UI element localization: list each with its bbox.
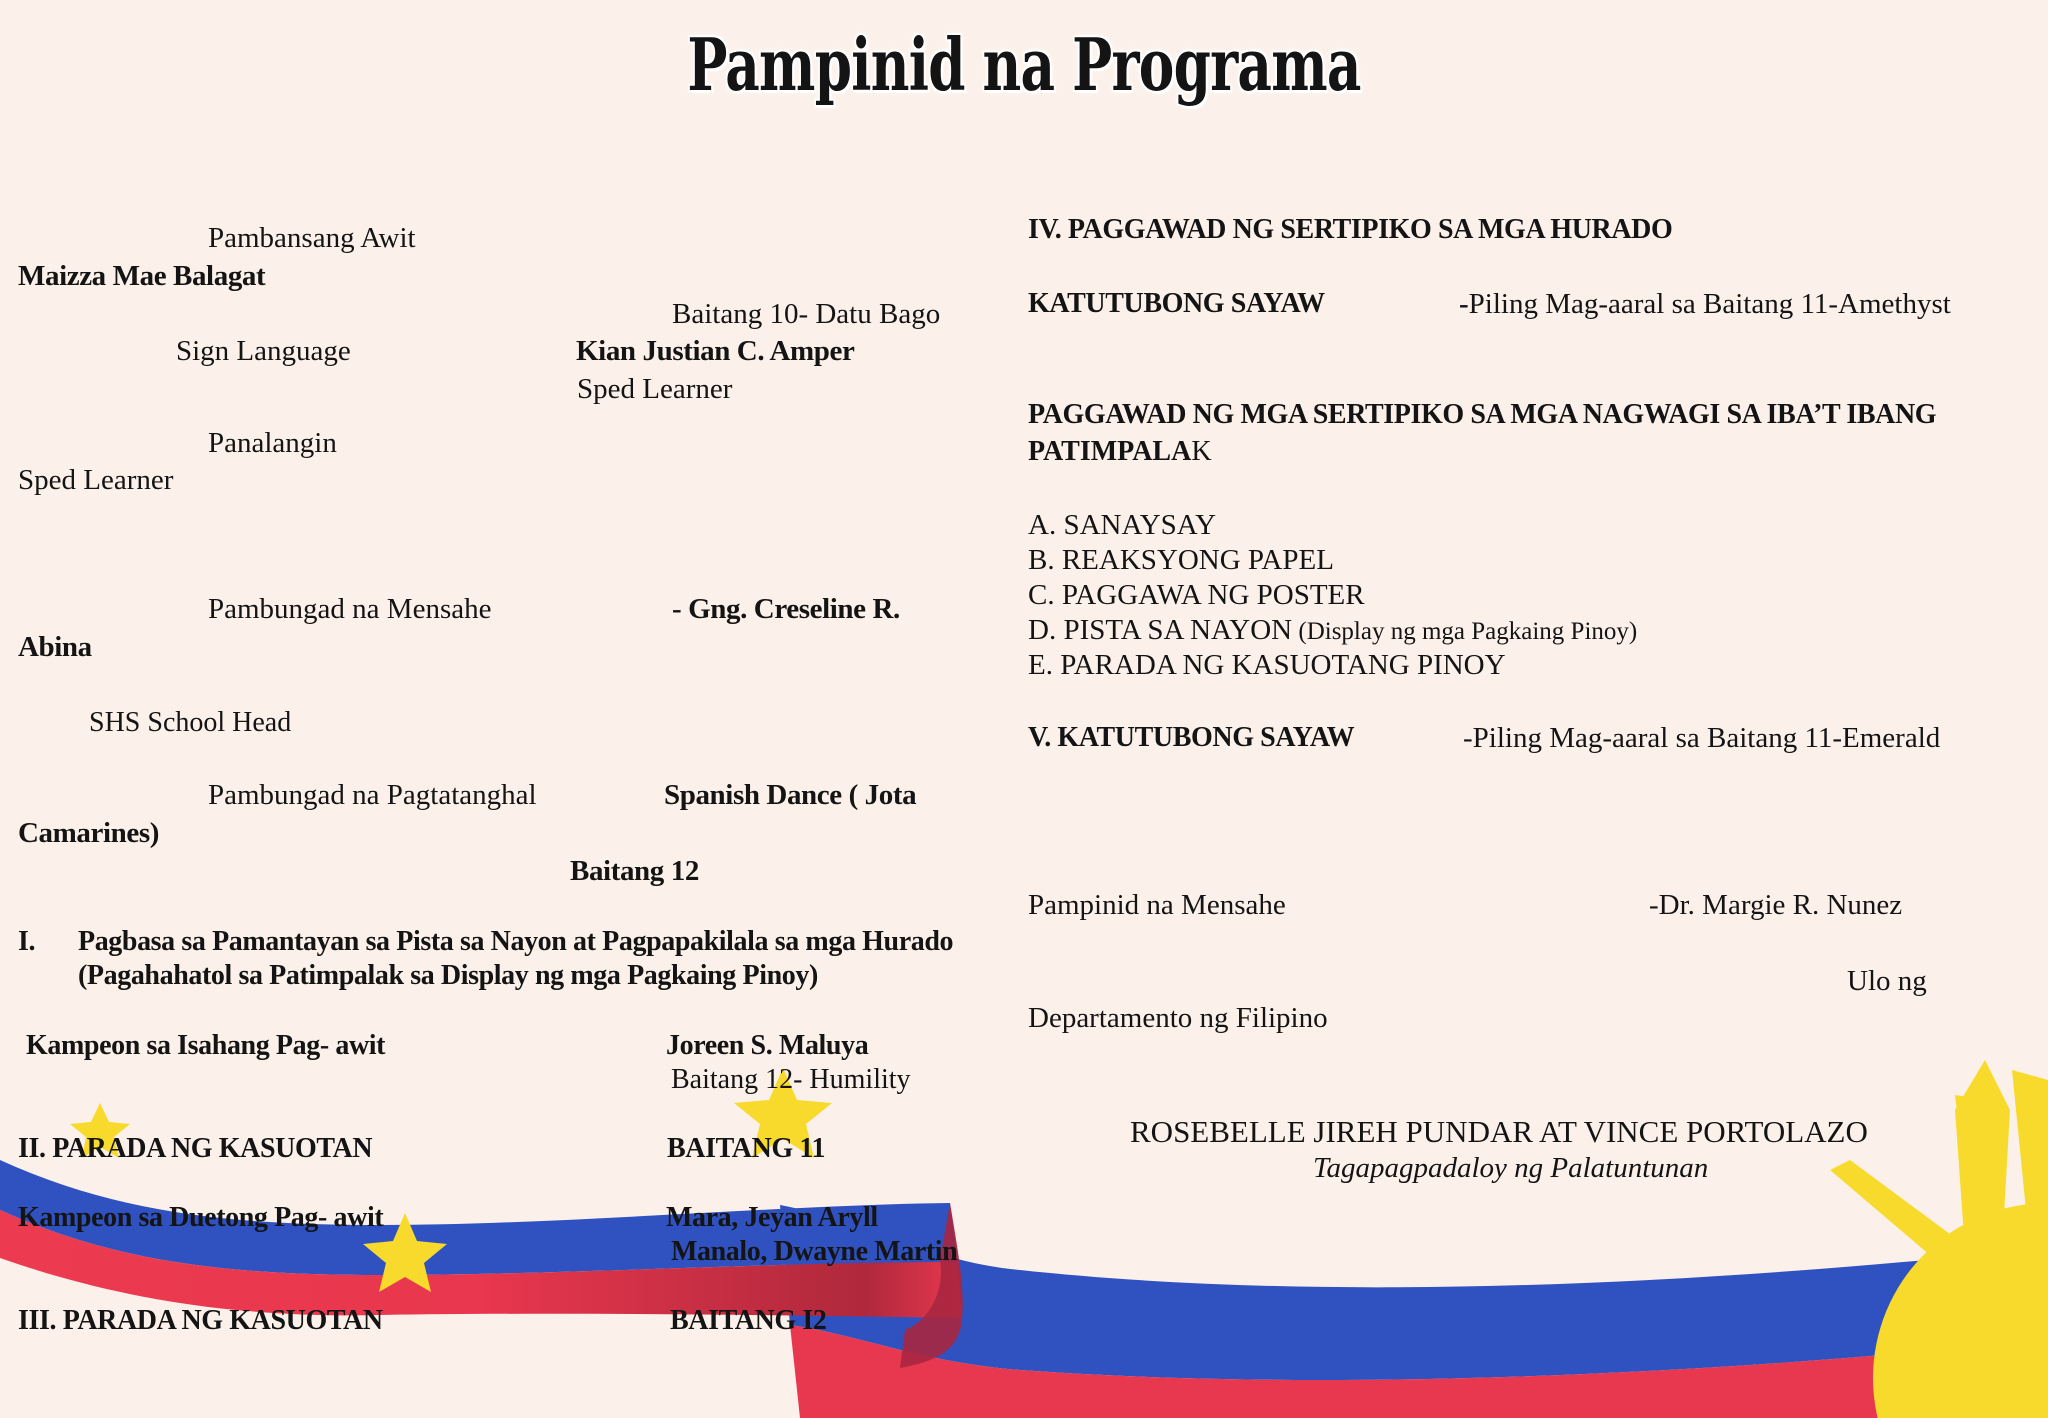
sign-language-role: Sped Learner [577,373,733,405]
contest-d [1028,614,1637,647]
awards-heading-line1: PAGGAWAD NG MGA SERTIPIKO SA MGA NAGWAGI SA IBA’T IBANG [1028,399,1937,430]
prayer-label: Panalangin [208,427,337,459]
closing-message-label: Pampinid na Mensahe [1028,889,1286,921]
item1-number: I. [18,926,36,957]
contest-e: E. PARADA NG KASUOTANG PINOY [1028,649,1506,681]
solo-label: Kampeon sa Isahang Pag- awit [26,1030,386,1061]
opening-performance-value-cont: Camarines) [18,817,159,849]
item1-text-line1: Pagbasa sa Pamantayan sa Pista sa Nayon at Pagpapakilala sa mga Hurado [78,926,954,957]
opening-message-speaker: - Gng. Creseline R. [672,593,900,625]
prayer-performer: Sped Learner [18,464,174,496]
contest-a: A. SANAYSAY [1028,509,1217,541]
item5-label: V. KATUTUBONG SAYAW [1028,722,1355,753]
item2-label: II. PARADA NG KASUOTAN [18,1133,373,1164]
dance1-dash: - [1459,288,1469,320]
solo-name: Joreen S. Maluya [666,1030,869,1061]
awards-heading-line2 [1028,436,1212,468]
opening-message-speaker-cont: Abina [18,631,92,663]
contest-d-note: (Display ng mga Pagkaing Pinoy) [1292,618,1638,645]
item3-label: III. PARADA NG KASUOTAN [18,1305,383,1336]
opening-performance-grade: Baitang 12 [570,855,699,887]
awards-heading-line2-bold: PATIMPALA [1028,436,1192,467]
contest-c: C. PAGGAWA NG POSTER [1028,579,1365,611]
opening-performance-label: Pambungad na Pagtatanghal [208,779,537,811]
dance1-label: KATUTUBONG SAYAW [1028,288,1325,319]
sign-language-label: Sign Language [176,335,351,367]
sign-language-performer: Kian Justian C. Amper [576,335,855,367]
anthem-grade: Baitang 10- Datu Bago [672,298,941,330]
closing-message-role-cont: Departamento ng Filipino [1028,1002,1328,1034]
item2-grade: BAITANG 11 [667,1133,826,1164]
contest-b: B. REAKSYONG PAPEL [1028,544,1334,576]
sun-icon [1873,1203,2048,1418]
duet-name-2: Manalo, Dwayne Martin [671,1236,958,1267]
awards-heading-line2-tail: K [1191,436,1212,467]
closing-message-speaker: -Dr. Margie R. Nunez [1649,889,1903,921]
solo-grade: Baitang 12- Humility [671,1064,911,1095]
duet-name-1: Mara, Jeyan Aryll [666,1202,878,1233]
dance1-value [1459,288,1951,321]
item3-grade: BAITANG I2 [670,1305,827,1336]
hosts-role: Tagapagpadaloy ng Palatuntunan [1313,1152,1709,1184]
closing-message-role: Ulo ng [1847,965,1927,997]
dance1-text: Piling Mag-aaral sa Baitang 11-Amethyst [1468,288,1951,320]
opening-message-label: Pambungad na Mensahe [208,593,492,625]
anthem-performer: Maizza Mae Balagat [18,260,266,292]
duet-label: Kampeon sa Duetong Pag- awit [18,1202,384,1233]
opening-message-role: SHS School Head [89,707,292,738]
opening-performance-value: Spanish Dance ( Jota [664,779,917,811]
flag-ribbon-right [780,1205,2048,1418]
hosts-names: ROSEBELLE JIREH PUNDAR AT VINCE PORTOLAZO [1130,1114,1868,1149]
item5-value: -Piling Mag-aaral sa Baitang 11-Emerald [1463,722,1941,754]
item4-label: IV. PAGGAWAD NG SERTIPIKO SA MGA HURADO [1028,214,1673,245]
item1-text-line2: (Pagahahatol sa Patimpalak sa Display ng mga Pagkaing Pinoy) [78,960,818,991]
anthem-label: Pambansang Awit [208,222,416,254]
page-title: Pampinid na Programa [687,22,1361,107]
contest-d-label: D. PISTA SA NAYON [1028,614,1293,646]
